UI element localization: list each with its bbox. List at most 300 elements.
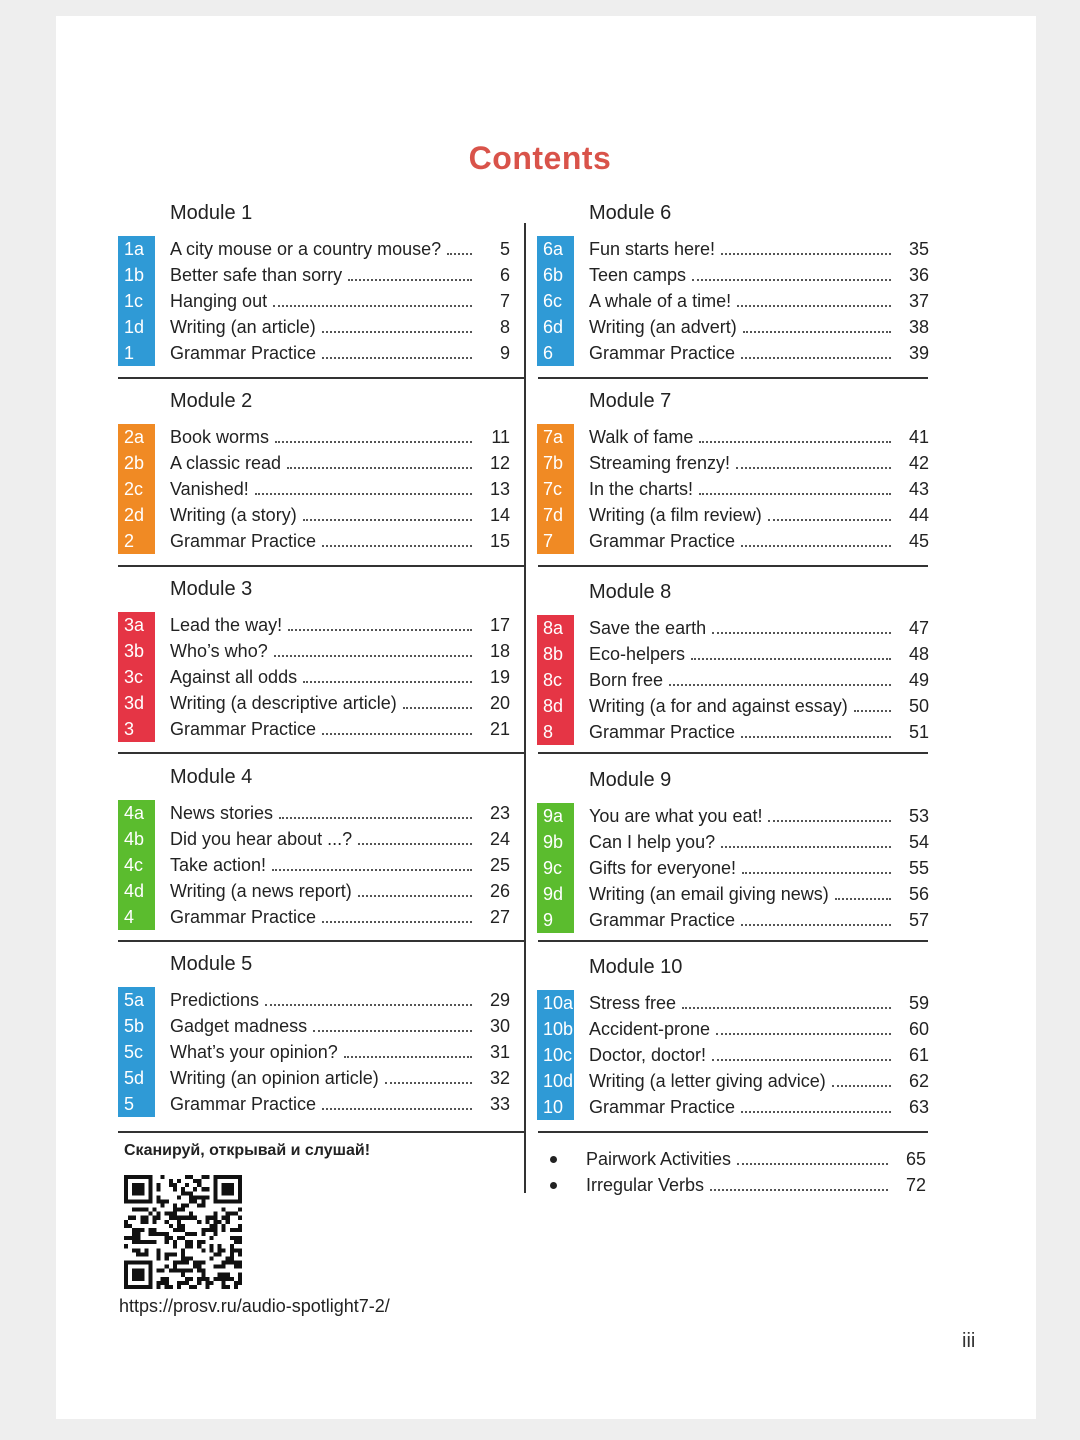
entry-text xyxy=(589,236,929,262)
dot-leader xyxy=(322,355,472,359)
toc-entry[interactable] xyxy=(537,424,931,450)
entry-label: Against all odds xyxy=(170,666,298,687)
entry-text xyxy=(170,664,510,690)
extra-entry-irregular-verbs[interactable] xyxy=(538,1172,928,1198)
unit-code: 9c xyxy=(543,858,563,878)
entry-text xyxy=(589,314,929,340)
module-section xyxy=(118,200,512,370)
unit-code: 3a xyxy=(124,615,145,635)
unit-code: 4b xyxy=(124,829,145,849)
unit-code: 2a xyxy=(124,427,145,447)
entry-label: A city mouse or a country mouse? xyxy=(170,238,442,259)
dot-leader xyxy=(716,1031,891,1035)
unit-code: 5a xyxy=(124,990,145,1010)
entry-page: 12 xyxy=(489,452,510,473)
entry-label: Writing (a film review) xyxy=(589,504,762,525)
dot-leader xyxy=(288,627,472,631)
toc-entry[interactable] xyxy=(118,1091,512,1117)
toc-entry[interactable] xyxy=(118,528,512,554)
toc-entry[interactable] xyxy=(118,904,512,930)
entry-page: 7 xyxy=(499,290,510,311)
dot-leader xyxy=(313,1028,472,1032)
entry-page: 25 xyxy=(489,854,510,875)
toc-entry[interactable] xyxy=(118,852,512,878)
entry-text xyxy=(170,528,510,554)
dot-leader xyxy=(279,815,472,819)
dot-leader xyxy=(275,439,472,443)
entry-label: A classic read xyxy=(170,452,282,473)
entry-page: 36 xyxy=(908,264,929,285)
entry-label: Grammar Practice xyxy=(170,530,317,551)
entry-text xyxy=(170,314,510,340)
entry-text xyxy=(170,476,510,502)
entry-page: 19 xyxy=(489,666,510,687)
unit-code: 7c xyxy=(543,479,563,499)
entry-label: Fun starts here! xyxy=(589,238,716,259)
audio-link[interactable]: https://prosv.ru/audio-spotlight7-2/ xyxy=(119,1296,390,1316)
dot-leader xyxy=(721,251,891,255)
entry-label: Grammar Practice xyxy=(589,530,736,551)
entry-label: Who’s who? xyxy=(170,640,268,661)
entry-text xyxy=(170,340,510,366)
dot-leader xyxy=(303,517,472,521)
unit-code: 1c xyxy=(124,291,144,311)
module-heading: Module 3 xyxy=(170,578,253,600)
dot-leader xyxy=(832,1083,891,1087)
dot-leader xyxy=(272,867,472,871)
entry-text xyxy=(589,424,929,450)
unit-code: 3b xyxy=(124,641,145,661)
dot-leader xyxy=(322,1106,472,1110)
toc-entry[interactable] xyxy=(118,262,512,288)
dot-leader xyxy=(741,543,891,547)
dot-leader xyxy=(721,844,891,848)
toc-entry[interactable] xyxy=(118,236,512,262)
module-heading: Module 4 xyxy=(170,766,253,788)
toc-entry[interactable] xyxy=(537,314,931,340)
entry-label: Grammar Practice xyxy=(589,721,736,742)
extra-page: 72 xyxy=(905,1174,926,1195)
entry-page: 59 xyxy=(908,992,929,1013)
unit-code: 9b xyxy=(543,832,564,852)
toc-entry[interactable] xyxy=(537,907,931,933)
entry-page: 29 xyxy=(489,989,510,1010)
entry-label: Grammar Practice xyxy=(170,1093,317,1114)
entry-page: 24 xyxy=(489,828,510,849)
toc-entry[interactable] xyxy=(537,693,931,719)
entry-page: 56 xyxy=(908,883,929,904)
entry-label: Grammar Practice xyxy=(170,718,317,739)
entry-page: 51 xyxy=(908,721,929,742)
module-section xyxy=(118,576,512,746)
toc-entry[interactable] xyxy=(537,990,931,1016)
entry-label: Hanging out xyxy=(170,290,268,311)
dot-leader xyxy=(741,1109,891,1113)
entry-page: 33 xyxy=(489,1093,510,1114)
toc-entry[interactable] xyxy=(118,340,512,366)
dot-leader xyxy=(743,329,891,333)
entry-page: 13 xyxy=(489,478,510,499)
divider-line xyxy=(118,377,524,379)
entry-page: 60 xyxy=(908,1018,929,1039)
dot-leader xyxy=(322,731,472,735)
entry-page: 26 xyxy=(489,880,510,901)
toc-entry[interactable] xyxy=(118,502,512,528)
entry-page: 27 xyxy=(489,906,510,927)
entry-label: Lead the way! xyxy=(170,614,283,635)
toc-entry[interactable] xyxy=(537,288,931,314)
toc-entry[interactable] xyxy=(118,878,512,904)
toc-entry[interactable] xyxy=(118,1065,512,1091)
dot-leader xyxy=(712,1057,891,1061)
entry-label: A whale of a time! xyxy=(589,290,732,311)
toc-entry[interactable] xyxy=(118,664,512,690)
dot-leader xyxy=(741,922,891,926)
dot-leader xyxy=(265,1002,472,1006)
toc-entry[interactable] xyxy=(537,1094,931,1120)
toc-entry[interactable] xyxy=(537,502,931,528)
unit-code: 2c xyxy=(124,479,144,499)
unit-code: 2d xyxy=(124,505,145,525)
entry-label: Writing (an article) xyxy=(170,316,316,337)
entry-text xyxy=(170,852,510,878)
toc-entry[interactable] xyxy=(537,855,931,881)
toc-entry[interactable] xyxy=(537,615,931,641)
toc-entry[interactable] xyxy=(537,1016,931,1042)
entry-text xyxy=(589,615,929,641)
entry-page: 49 xyxy=(908,669,929,690)
entry-page: 15 xyxy=(489,530,510,551)
entry-text xyxy=(589,907,929,933)
unit-code: 2b xyxy=(124,453,145,473)
divider-line xyxy=(538,377,928,379)
entry-page: 45 xyxy=(908,530,929,551)
dot-leader xyxy=(699,491,891,495)
entry-text xyxy=(170,878,510,904)
dot-leader xyxy=(322,543,472,547)
module-section xyxy=(118,951,512,1121)
unit-code: 5b xyxy=(124,1016,145,1036)
toc-entry[interactable] xyxy=(537,719,931,745)
entry-text xyxy=(170,826,510,852)
entry-label: Walk of fame xyxy=(589,426,694,447)
entry-page: 53 xyxy=(908,805,929,826)
extra-entry-pairwork[interactable] xyxy=(538,1146,928,1172)
entry-page: 11 xyxy=(491,426,510,447)
dot-leader xyxy=(303,679,472,683)
toc-entry[interactable] xyxy=(118,476,512,502)
entry-label: News stories xyxy=(170,802,274,823)
dot-leader xyxy=(358,841,472,845)
entry-label: Take action! xyxy=(170,854,267,875)
entry-text xyxy=(170,288,510,314)
toc-entry[interactable] xyxy=(537,667,931,693)
module-heading: Module 1 xyxy=(170,202,253,224)
entry-label: Teen camps xyxy=(589,264,687,285)
entry-page: 42 xyxy=(908,452,929,473)
entry-page: 30 xyxy=(489,1015,510,1036)
toc-entry[interactable] xyxy=(118,987,512,1013)
toc-entry[interactable] xyxy=(118,716,512,742)
module-heading: Module 2 xyxy=(170,390,253,412)
entry-text xyxy=(589,855,929,881)
unit-code: 8a xyxy=(543,618,564,638)
dot-leader xyxy=(699,439,891,443)
entry-page: 32 xyxy=(489,1067,510,1088)
entry-label: In the charts! xyxy=(589,478,694,499)
entry-page: 47 xyxy=(908,617,929,638)
unit-code: 1d xyxy=(124,317,145,337)
entry-text xyxy=(589,667,929,693)
entry-page: 55 xyxy=(908,857,929,878)
entry-page: 9 xyxy=(499,342,510,363)
entry-page: 50 xyxy=(908,695,929,716)
entry-text xyxy=(170,638,510,664)
unit-code: 10d xyxy=(543,1071,574,1091)
entry-page: 54 xyxy=(908,831,929,852)
entry-text xyxy=(170,1013,510,1039)
entry-label: Accident-prone xyxy=(589,1018,711,1039)
extra-label: Pairwork Activities xyxy=(586,1148,732,1169)
entry-label: Grammar Practice xyxy=(170,342,317,363)
entry-label: Born free xyxy=(589,669,664,690)
unit-code: 1b xyxy=(124,265,145,285)
divider-line xyxy=(538,940,928,942)
toc-entry[interactable] xyxy=(118,612,512,638)
entry-page: 20 xyxy=(489,692,510,713)
dot-leader xyxy=(273,303,472,307)
entry-label: Stress free xyxy=(589,992,677,1013)
entry-page: 21 xyxy=(489,718,510,739)
dot-leader xyxy=(322,919,472,923)
entry-page: 44 xyxy=(908,504,929,525)
unit-code: 2 xyxy=(124,531,135,551)
dot-leader xyxy=(835,896,891,900)
entry-text xyxy=(589,803,929,829)
column-divider xyxy=(524,223,526,1193)
entry-label: Better safe than sorry xyxy=(170,264,343,285)
entry-page: 5 xyxy=(499,238,510,259)
entry-text xyxy=(170,450,510,476)
dot-leader xyxy=(358,893,472,897)
toc-entry[interactable] xyxy=(118,1039,512,1065)
unit-code: 6 xyxy=(543,343,554,363)
unit-code: 6a xyxy=(543,239,564,259)
unit-code: 6b xyxy=(543,265,564,285)
entry-text xyxy=(170,1091,510,1117)
dot-leader xyxy=(447,251,472,255)
entry-page: 8 xyxy=(499,316,510,337)
entry-page: 57 xyxy=(908,909,929,930)
toc-entry[interactable] xyxy=(118,638,512,664)
entry-text xyxy=(170,424,510,450)
entry-label: Writing (an opinion article) xyxy=(170,1067,379,1088)
dot-leader xyxy=(712,630,891,634)
toc-entry[interactable] xyxy=(537,641,931,667)
entry-page: 37 xyxy=(908,290,929,311)
module-heading: Module 9 xyxy=(589,769,672,791)
dot-leader xyxy=(385,1080,472,1084)
dot-leader xyxy=(322,329,472,333)
unit-code: 10a xyxy=(543,993,574,1013)
dot-leader xyxy=(768,517,891,521)
unit-code: 9a xyxy=(543,806,564,826)
entry-text xyxy=(170,502,510,528)
entry-label: Predictions xyxy=(170,989,260,1010)
entry-text xyxy=(170,690,510,716)
entry-label: Grammar Practice xyxy=(589,342,736,363)
page-title: Contents xyxy=(468,140,612,176)
entry-text xyxy=(170,1065,510,1091)
entry-label: Doctor, doctor! xyxy=(589,1044,707,1065)
dot-leader xyxy=(736,465,891,469)
bullet-icon xyxy=(550,1156,557,1163)
entry-text xyxy=(589,693,929,719)
entry-label: Writing (a story) xyxy=(170,504,297,525)
extra-label: Irregular Verbs xyxy=(586,1174,705,1195)
dot-leader xyxy=(692,277,891,281)
entry-label: Can I help you? xyxy=(589,831,716,852)
unit-code: 7a xyxy=(543,427,564,447)
entry-page: 17 xyxy=(489,614,510,635)
entry-page: 14 xyxy=(489,504,510,525)
toc-entry[interactable] xyxy=(118,690,512,716)
scan-caption: Сканируй, открывай и слушай! xyxy=(124,1142,371,1159)
entry-page: 39 xyxy=(908,342,929,363)
entry-page: 48 xyxy=(908,643,929,664)
module-heading: Module 10 xyxy=(589,956,683,978)
toc-entry[interactable] xyxy=(537,1068,931,1094)
toc-entry[interactable] xyxy=(537,450,931,476)
toc-entry[interactable] xyxy=(537,881,931,907)
entry-label: Writing (an advert) xyxy=(589,316,737,337)
dot-leader xyxy=(403,705,472,709)
page-number: iii xyxy=(962,1330,976,1352)
entry-label: Vanished! xyxy=(170,478,249,499)
dot-leader xyxy=(741,734,891,738)
toc-entry[interactable] xyxy=(537,829,931,855)
entry-text xyxy=(589,1068,929,1094)
unit-code: 8d xyxy=(543,696,564,716)
entry-label: Writing (a news report) xyxy=(170,880,352,901)
unit-code: 6c xyxy=(543,291,563,311)
module-heading: Module 8 xyxy=(589,581,672,603)
entry-label: Streaming frenzy! xyxy=(589,452,731,473)
dot-leader xyxy=(344,1054,472,1058)
entry-label: Eco-helpers xyxy=(589,643,686,664)
entry-text xyxy=(170,612,510,638)
unit-code: 5c xyxy=(124,1042,144,1062)
toc-entry[interactable] xyxy=(118,424,512,450)
toc-entry[interactable] xyxy=(118,450,512,476)
unit-code: 10b xyxy=(543,1019,574,1039)
entry-page: 61 xyxy=(908,1044,929,1065)
unit-code: 3 xyxy=(124,719,135,739)
toc-entry[interactable] xyxy=(118,826,512,852)
entry-text xyxy=(170,987,510,1013)
module-section xyxy=(537,579,931,749)
toc-entry[interactable] xyxy=(118,1013,512,1039)
entry-text xyxy=(170,800,510,826)
unit-code: 3d xyxy=(124,693,145,713)
module-heading: Module 5 xyxy=(170,953,253,975)
entry-page: 31 xyxy=(489,1041,510,1062)
dot-leader xyxy=(682,1005,891,1009)
extra-page: 65 xyxy=(905,1148,926,1169)
entry-label: You are what you eat! xyxy=(589,805,763,826)
unit-code: 3c xyxy=(124,667,144,687)
entry-label: Save the earth xyxy=(589,617,707,638)
divider-line xyxy=(118,752,524,754)
toc-entry[interactable] xyxy=(537,340,931,366)
dot-leader xyxy=(710,1187,888,1191)
dot-leader xyxy=(741,355,891,359)
entry-page: 63 xyxy=(908,1096,929,1117)
divider-line xyxy=(538,565,928,567)
entry-label: Gifts for everyone! xyxy=(589,857,737,878)
dot-leader xyxy=(691,656,891,660)
entry-text xyxy=(170,262,510,288)
toc-entry[interactable] xyxy=(537,262,931,288)
toc-entry[interactable] xyxy=(118,288,512,314)
unit-code: 1a xyxy=(124,239,145,259)
unit-code: 5d xyxy=(124,1068,145,1088)
toc-entry[interactable] xyxy=(537,1042,931,1068)
entry-text xyxy=(170,904,510,930)
entry-page: 23 xyxy=(489,802,510,823)
module-section xyxy=(537,767,931,937)
module-section xyxy=(118,764,512,934)
dot-leader xyxy=(669,682,891,686)
unit-code: 9d xyxy=(543,884,564,904)
unit-code: 4a xyxy=(124,803,145,823)
entry-text xyxy=(589,262,929,288)
entry-text xyxy=(589,476,929,502)
bullet-icon xyxy=(550,1182,557,1189)
dot-leader xyxy=(737,303,891,307)
entry-text xyxy=(589,881,929,907)
module-section xyxy=(537,200,931,370)
entry-label: Gadget madness xyxy=(170,1015,308,1036)
unit-code: 9 xyxy=(543,910,554,930)
unit-code: 1 xyxy=(124,343,135,363)
entry-page: 43 xyxy=(908,478,929,499)
entry-text xyxy=(589,1094,929,1120)
toc-entry[interactable] xyxy=(537,528,931,554)
entry-label: Writing (an email giving news) xyxy=(589,883,829,904)
entry-text xyxy=(589,502,929,528)
toc-entry[interactable] xyxy=(118,800,512,826)
module-section xyxy=(537,954,931,1124)
toc-entry[interactable] xyxy=(118,314,512,340)
divider-line xyxy=(118,1131,524,1133)
entry-label: Writing (a descriptive article) xyxy=(170,692,397,713)
toc-entry[interactable] xyxy=(537,476,931,502)
entry-text xyxy=(589,1042,929,1068)
entry-label: Grammar Practice xyxy=(589,909,736,930)
divider-line xyxy=(538,752,928,754)
unit-code: 7b xyxy=(543,453,564,473)
toc-entry[interactable] xyxy=(537,236,931,262)
dot-leader xyxy=(854,708,891,712)
toc-entry[interactable] xyxy=(537,803,931,829)
unit-code: 10c xyxy=(543,1045,573,1065)
entry-label: Grammar Practice xyxy=(589,1096,736,1117)
qr-code-icon[interactable] xyxy=(124,1175,242,1289)
divider-line xyxy=(538,1131,928,1133)
entry-label: Book worms xyxy=(170,426,270,447)
entry-page: 35 xyxy=(908,238,929,259)
